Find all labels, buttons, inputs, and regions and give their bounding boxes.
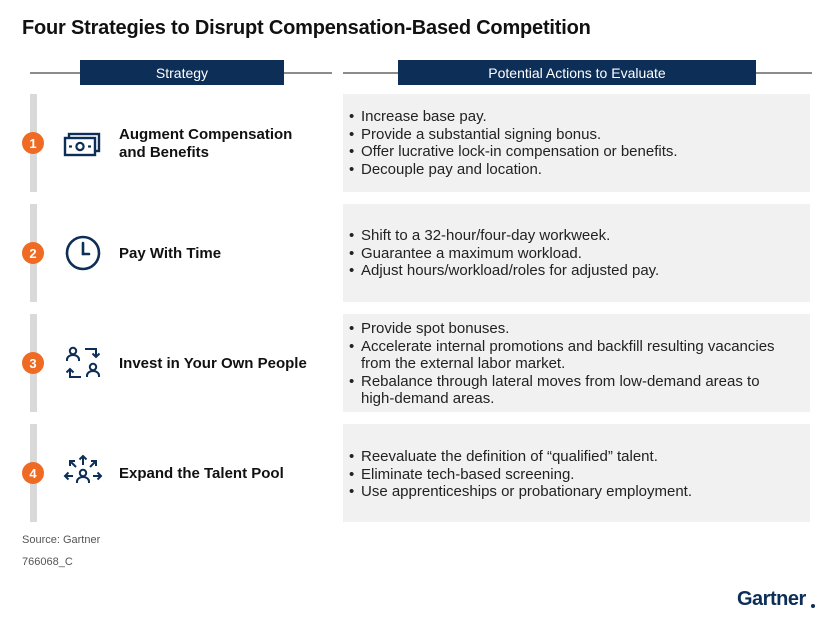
action-item: • Provide spot bonuses. — [343, 320, 796, 338]
strategy-name — [119, 245, 329, 263]
strategy-name-line: Pay With Time — [119, 245, 222, 262]
action-item: • Shift to a 32-hour/four-day workweek. — [343, 227, 810, 245]
action-item: • Provide a substantial signing bonus. — [343, 126, 810, 144]
strategy-name-line: Augment Compensation — [119, 126, 293, 143]
strategy-row-2 — [0, 204, 832, 302]
actions-box — [343, 314, 810, 412]
step-number-badge: 4 — [22, 462, 44, 484]
strategy-name-line: and Benefits — [119, 144, 210, 161]
logo-dot — [811, 604, 815, 608]
step-number-badge: 1 — [22, 132, 44, 154]
strategy-row-1 — [0, 94, 832, 192]
action-item: • Decouple pay and location. — [343, 161, 810, 179]
actions-header: Potential Actions to Evaluate — [398, 60, 756, 85]
clock-icon — [62, 232, 104, 274]
action-item: • Rebalance through lateral moves from low-demand areas to high-demand areas. — [343, 373, 796, 408]
strategy-header: Strategy — [80, 60, 284, 85]
action-item: • Guarantee a maximum workload. — [343, 245, 810, 263]
action-item: • Adjust hours/workload/roles for adjusted pay. — [343, 262, 810, 280]
strategy-row-3 — [0, 314, 832, 412]
action-item: • Accelerate internal promotions and backfill resulting vacancies from the external labor market. — [343, 338, 796, 373]
action-item: • Increase base pay. — [343, 108, 810, 126]
expand-people-icon — [62, 452, 104, 494]
actions-box — [343, 94, 810, 192]
strategy-name — [119, 355, 329, 373]
strategy-row-4 — [0, 424, 832, 522]
actions-box — [343, 204, 810, 302]
action-item: • Offer lucrative lock-in compensation or benefits. — [343, 143, 810, 161]
gartner-logo: Gartner — [737, 588, 806, 610]
money-bill-icon — [62, 121, 104, 163]
source-note: Source: Gartner — [22, 534, 101, 546]
step-number-badge: 2 — [22, 242, 44, 264]
action-item: • Use apprenticeships or probationary employment. — [343, 483, 810, 501]
strategy-name-line: Expand the Talent Pool — [119, 465, 284, 482]
step-number-badge: 3 — [22, 352, 44, 374]
strategy-name — [119, 126, 329, 162]
people-exchange-icon — [62, 342, 104, 384]
figure-code: 766068_C — [22, 556, 73, 568]
strategy-name — [119, 465, 329, 483]
action-item: • Reevaluate the definition of “qualified” talent. — [343, 448, 810, 466]
actions-box — [343, 424, 810, 522]
strategy-name-line: Invest in Your Own People — [119, 355, 307, 372]
page-title: Four Strategies to Disrupt Compensation-Based Competition — [22, 17, 591, 39]
action-item: • Eliminate tech-based screening. — [343, 466, 810, 484]
